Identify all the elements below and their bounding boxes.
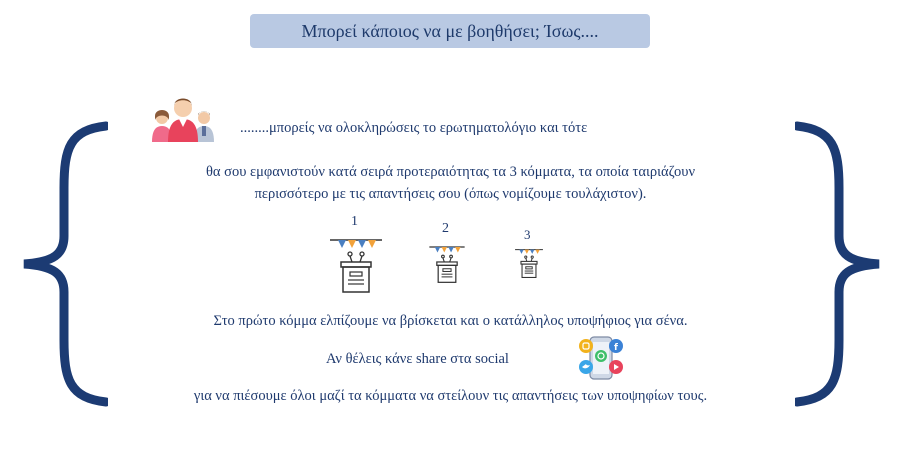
share-text: Αν θέλεις κάνε share στα social <box>326 351 509 367</box>
podium-icon <box>514 247 544 279</box>
result-text-line-2: περισσότερο με τις απαντήσεις σου (όπως νομίζουμε τουλάχιστον). <box>254 186 647 202</box>
svg-text:f: f <box>614 343 618 353</box>
rank-3-label: 3 <box>524 227 531 242</box>
left-brace-icon <box>18 118 108 410</box>
people-group-icon <box>150 96 216 142</box>
rank-2-label: 2 <box>442 221 449 236</box>
hope-text: Στο πρώτο κόμμα ελπίζουμε να βρίσκεται και ο κατάλληλος υποψήφιος για σένα. <box>213 313 688 329</box>
result-text-line-1: θα σου εμφανιστούν κατά σειρά προτεραιότητας τα 3 κόμματα, τα οποία ταιριάζουν <box>205 164 696 180</box>
intro-text: ........μπορείς να ολοκληρώσεις το ερωτηματολόγιο και τότε <box>240 120 588 136</box>
pressure-text: για να πιέσουμε όλοι μαζί τα κόμματα να στείλουν τις απαντήσεις των υποψηφίων τους. <box>193 388 708 404</box>
right-brace-icon <box>795 118 885 410</box>
social-media-phone-icon <box>574 334 628 382</box>
podium-icon <box>428 242 466 286</box>
page-title: Μπορεί κάποιος να με βοηθήσει; Ίσως.... <box>250 14 650 48</box>
podium-icon <box>328 236 384 294</box>
rank-1-label: 1 <box>351 214 358 229</box>
